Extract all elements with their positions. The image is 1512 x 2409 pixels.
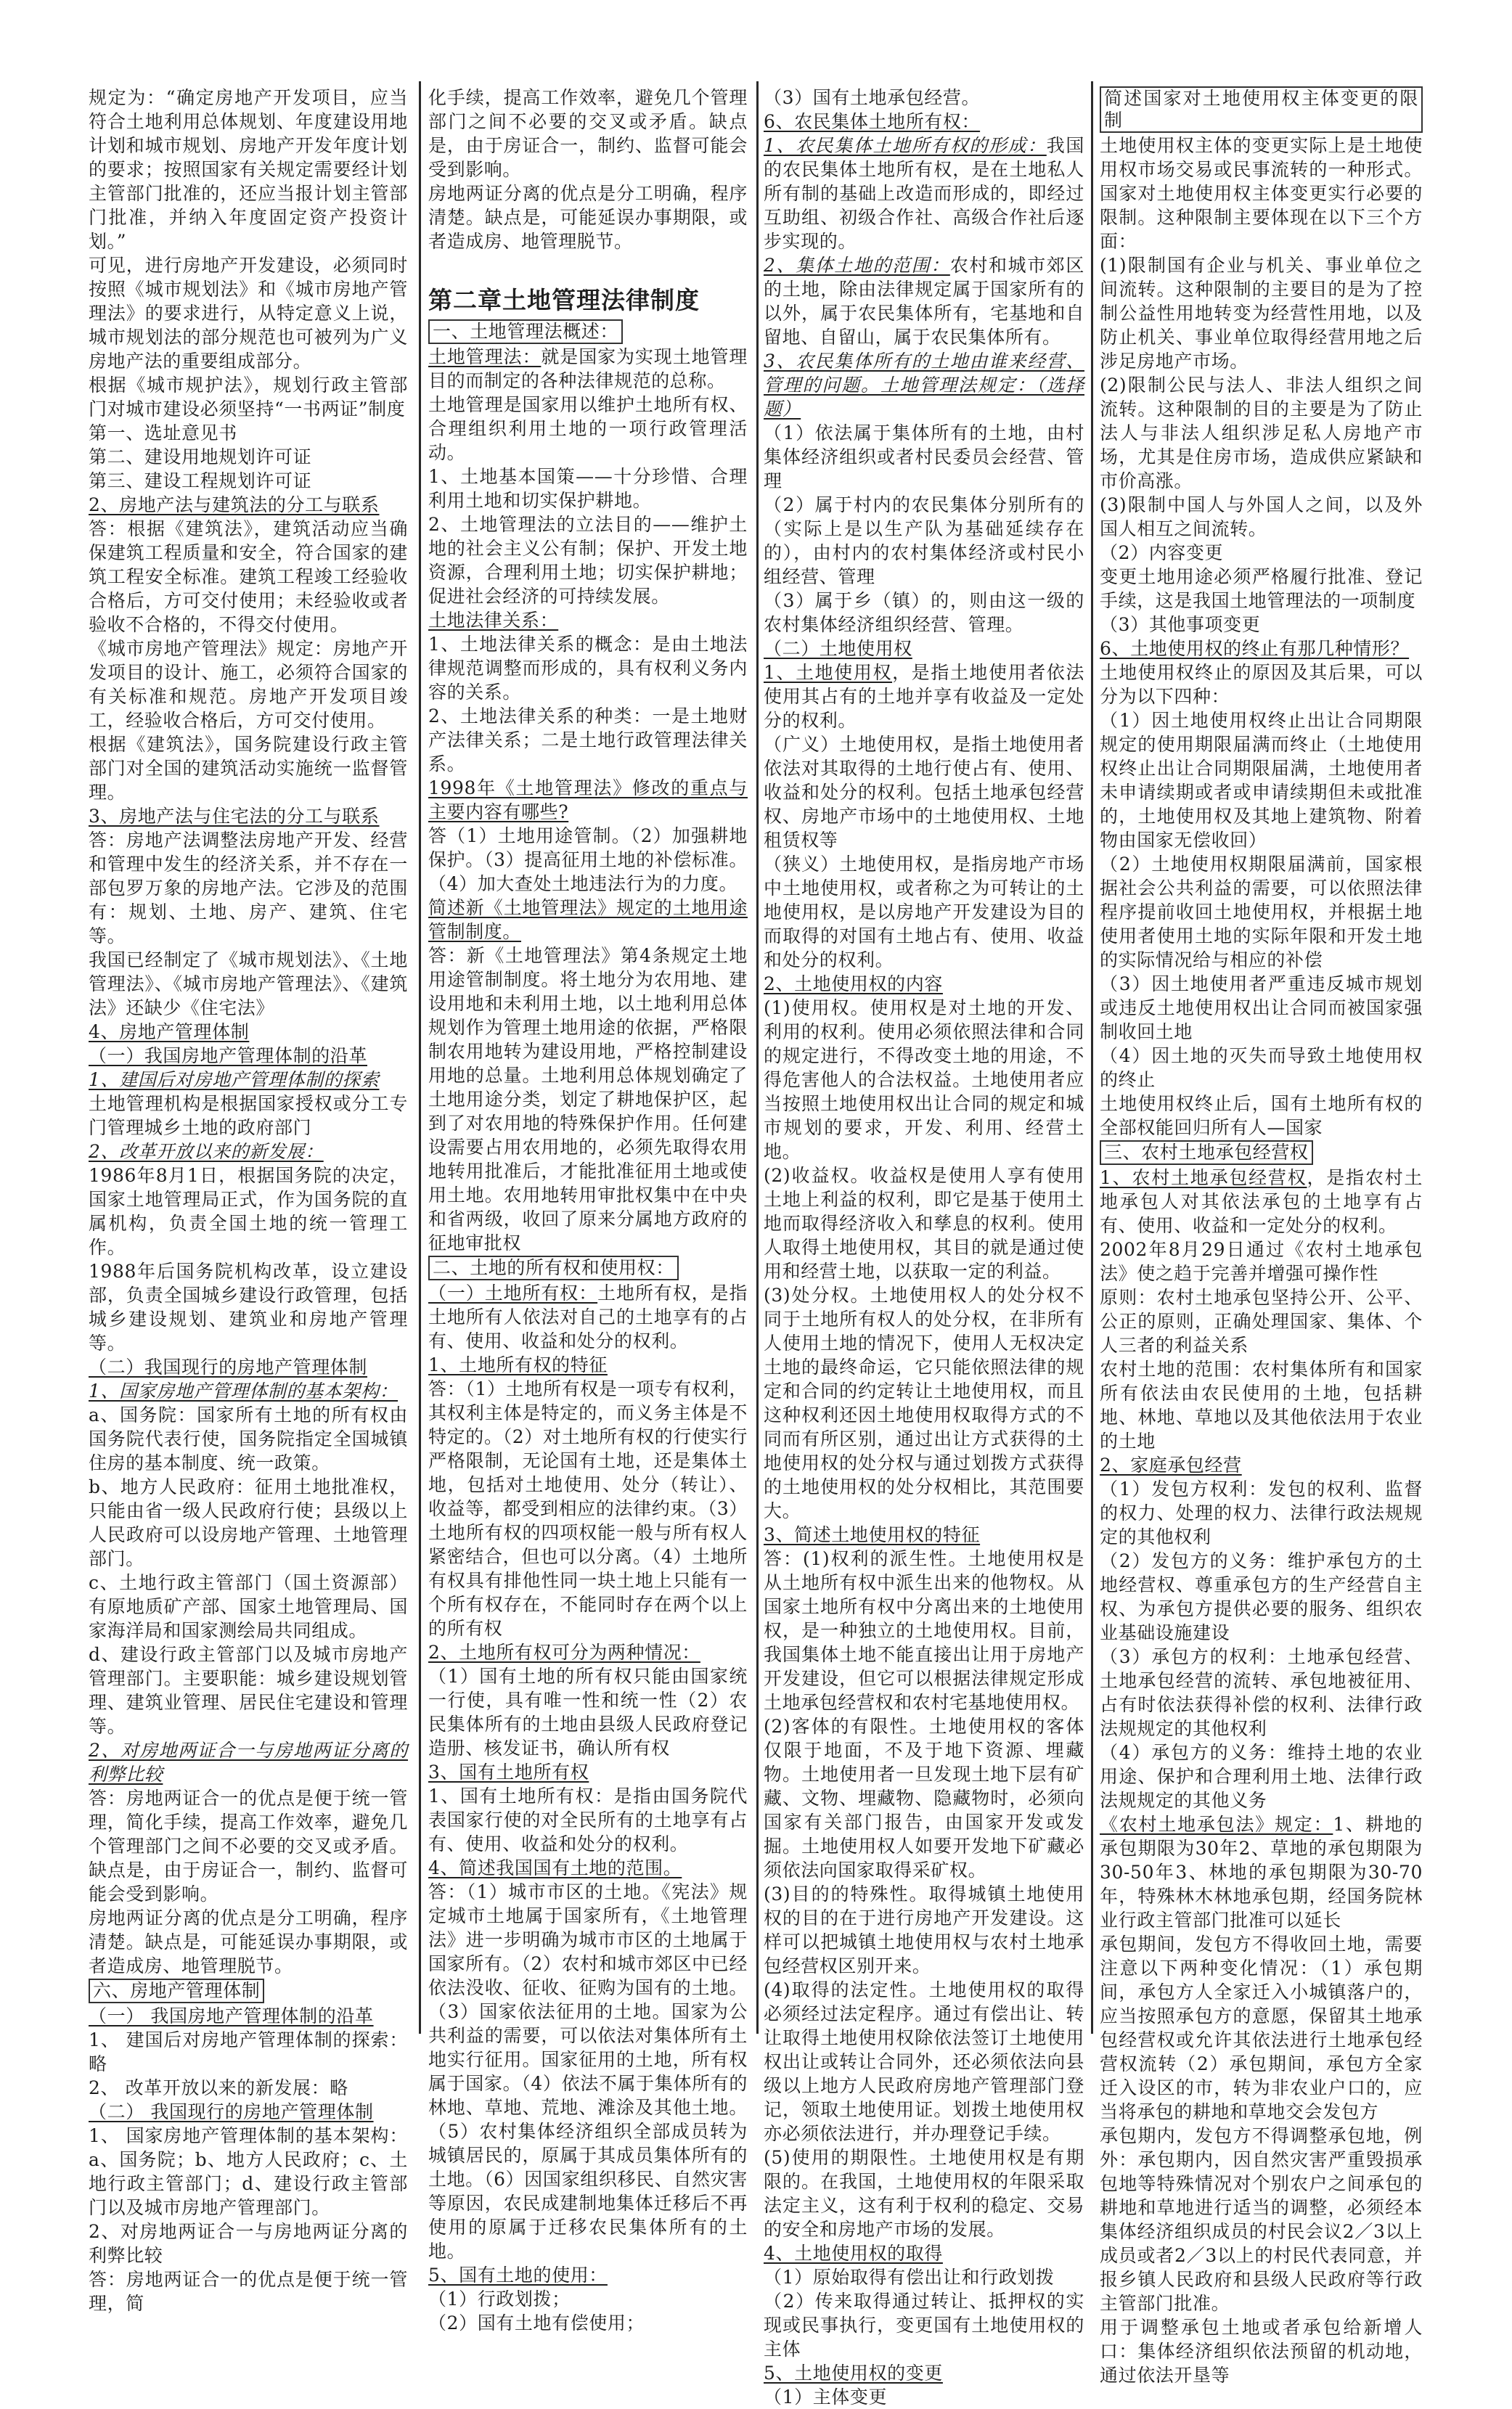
paragraph — [1100, 1285, 1423, 1357]
text: 2、土地所有权可分为两种情况： — [428, 1642, 700, 1663]
text: （3）承包方的权利：土地承包经营、土地承包经营的流转、承包地被征用、占有时依法获得补偿的权利、法律行政法规规定的其他权利 — [1100, 1646, 1423, 1739]
paragraph — [89, 2028, 408, 2076]
text: 三、农村土地承包经营权 — [1100, 1140, 1313, 1165]
section-heading — [764, 110, 1084, 134]
text: 房地两证分离的优点是分工明确，程序清楚。缺点是，可能延误办事期限，或者造成房、地管理脱节。 — [89, 1907, 408, 1976]
paragraph — [764, 852, 1084, 972]
paragraph — [1100, 373, 1423, 493]
paragraph — [428, 1784, 748, 1856]
text: 1、 国家房地产管理体制的基本架构：a、国务院；b、地方人民政府；c、土地行政主管部门；d、建设行政主管部门以及城市房地产管理部门。 — [89, 2125, 408, 2218]
section-heading — [89, 804, 408, 828]
subsection-heading — [89, 1379, 408, 1403]
text: 答：新《土地管理法》第4条规定土地用途管制制度。将土地分为农用地、建设用地和未利用土地，以土地利用总体规划作为管理土地用途的依据，严格限制农用地转为建设用地，严格控制建设用地的总量。土地利用总体规划确定了土地用途分类，划定了耕地保护区，起到了对农用地的特殊保护作用。任何建设需要占用农用地的，必须先取得农用地转用批准后，才能批准征用土地或使用土地。农用地转用审批权集中在中央和省两级，收回了原来分属地方政府的征地审批权 — [428, 945, 748, 1253]
paragraph — [1100, 1044, 1423, 1092]
text: 我国已经制定了《城市规划法》、《土地管理法》、《城市房地产管理法》、《建筑法》还缺少《住宅法》 — [89, 949, 408, 1018]
paragraph — [1100, 2315, 1423, 2387]
text: 土地使用权终止的原因及其后果，可以分为以下四种： — [1100, 662, 1423, 707]
paragraph — [89, 2076, 408, 2100]
text: 化手续，提高工作效率，避免几个管理部门之间不必要的交叉或矛盾。缺点是，由于房证合一，制约、监督可能会受到影响。 — [428, 87, 748, 180]
text: (2)限制公民与法人、非法人组织之间流转。这种限制的目的主要是为了防止法人与非法人组织涉足私人房地产市场，尤其是住房市场，造成供应紧缺和市价高涨。 — [1100, 375, 1423, 491]
boxed-heading — [428, 1255, 748, 1281]
text: （二） 我国现行的房地产管理体制 — [89, 2101, 374, 2122]
text: 2、房地产法与建筑法的分工与联系 — [89, 494, 380, 515]
text: 承包期内，发包方不得调整承包地，例外：承包期内，因自然灾害严重毁损承包地等特殊情况对个别农户之间承包的耕地和草地进行适当的调整，必须经本集体经济组织成员的村民会议2／3以上成员或者2／3以上的村民代表同意，并报乡镇人民政府和县级人民政府等行政主管部门批准。 — [1100, 2125, 1423, 2314]
text: （一）我国房地产管理体制的沿革 — [89, 1045, 368, 1066]
text: (4)取得的法定性。土地使用权的取得必须经过法定程序。通过有偿出让、转让取得土地使用权除依法签订土地使用权出让或转让合同外，还必须依法向县级以上地方人民政府房地产管理部门登记，领取土地使用证。划拨土地使用权亦必须依法进行，并办理登记手续。 — [764, 1979, 1084, 2144]
paragraph — [89, 469, 408, 493]
boxed-heading — [1100, 86, 1423, 134]
paragraph — [428, 704, 748, 776]
text: 《城市房地产管理法》规定：房地产开发项目的设计、施工，必须符合国家的有关标准和规范。房地产开发项目竣工，经验收合格后，方可交付使用。 — [89, 638, 408, 731]
paragraph — [764, 1882, 1084, 1978]
paragraph — [428, 944, 748, 1255]
paragraph — [89, 517, 408, 637]
paragraph — [89, 2267, 408, 2315]
spacer — [428, 253, 748, 268]
section-heading — [764, 972, 1084, 996]
text: 4、房地产管理体制 — [89, 1021, 250, 1042]
chapter-title — [428, 282, 748, 319]
paragraph — [764, 2289, 1084, 2361]
text: （3）因土地使用者严重违反城市规划或违反土地使用权出让合同而被国家强制收回土地 — [1100, 973, 1423, 1042]
term-label: 2、集体土地的范围： — [764, 255, 950, 276]
section-heading — [1100, 637, 1423, 660]
text: 2、改革开放以来的新发展： — [89, 1141, 324, 1162]
section-heading — [428, 2263, 748, 2287]
text: （1）主体变更 — [764, 2386, 888, 2408]
text: （2）传来取得通过转让、抵押权的实现或民事执行，变更国有土地使用权的主体 — [764, 2291, 1084, 2360]
paragraph — [1100, 660, 1423, 708]
text: 根据《建筑法》，国务院建设行政主管部门对全国的建筑活动实施统一监督管理。 — [89, 734, 408, 803]
paragraph — [1100, 1092, 1423, 1140]
paragraph — [428, 632, 748, 704]
text: 六、房地产管理体制 — [89, 1979, 264, 2003]
text: (3)限制中国人与外国人之间，以及外国人相互之间流转。 — [1100, 494, 1423, 539]
boxed-heading — [428, 319, 748, 345]
text: 1、土地基本国策——十分珍惜、合理利用土地和切实保护耕地。 — [428, 466, 748, 511]
paragraph — [1100, 541, 1423, 565]
term-definition — [428, 1281, 748, 1353]
paragraph — [764, 1163, 1084, 1283]
section-heading — [428, 1760, 748, 1784]
term-label: 土地管理法： — [428, 346, 542, 367]
paragraph — [764, 2385, 1084, 2409]
text: 农村土地的范围：农村集体所有和国家所有依法由农民使用的土地，包括耕地、林地、草地以及其他依法用于农业的土地 — [1100, 1359, 1423, 1452]
paragraph — [764, 589, 1084, 637]
paragraph — [89, 373, 408, 421]
text: 用于调整承包土地或者承包给新增人口：集体经济组织依法预留的机动地，通过依法开垦等 — [1100, 2317, 1423, 2386]
text: 4、简述我国国有土地的范围。 — [428, 1857, 682, 1878]
column-divider — [1091, 81, 1093, 2034]
text: (5)使用的期限性。土地使用权是有期限的。在我国，土地使用权的年限采取法定主义，这有利于权利的稳定、交易的安全和房地产市场的发展。 — [764, 2147, 1084, 2240]
paragraph — [1100, 613, 1423, 637]
text: （一） 我国房地产管理体制的沿革 — [89, 2005, 374, 2026]
text: （2）属于村内的农民集体分别所有的（实际上是以生产队为基础延续存在的），由村内的农村集体经济或村民小组经营、管理 — [764, 494, 1084, 587]
text: (1)使用权。使用权是对土地的开发、利用的权利。使用必须依照法律和合同的规定进行，不得改变土地的用途，不得危害他人的合法权益。土地使用者应当按照土地使用权出让合同的规定和城市规划的要求，开发、利用、经营土地。 — [764, 997, 1084, 1162]
subsection-heading — [89, 1068, 408, 1092]
term-label: 1、农民集体土地所有权的形成： — [764, 135, 1047, 156]
term-text: ，是指农村土地承包人对其依法承包的土地享有占有、使用、收益和一定处分的权利。 — [1100, 1167, 1423, 1236]
paragraph — [89, 1475, 408, 1571]
paragraph — [1100, 1477, 1423, 1549]
paragraph — [764, 1283, 1084, 1523]
paragraph — [764, 1978, 1084, 2146]
column-3 — [764, 86, 1084, 2409]
term-label: 《农村土地承包法》规定： — [1100, 1814, 1333, 1835]
paragraph — [89, 637, 408, 732]
text: 2、对房地两证合一与房地两证分离的利弊比较 — [89, 1740, 408, 1785]
text: 答：（1）城市市区的土地。《宪法》规定城市土地属于国家所有，《土地管理法》进一步明确为城市市区的土地属于国家所有。（2）农村和城市郊区中已经依法没收、征收、征购为国有的土地。（3）国家依法征用的土地。国家为公共利益的需要，可以依法对集体所有土地实行征用。国家征用的土地，所有权属于国家。（4）依法不属于集体所有的林地、草地、荒地、滩涂及其他土地。（5）农村集体经济组织全部成员转为城镇居民的，原属于其成员集体所有的土地。（6）因国家组织移民、自然灾害等原因，农民成建制地集体迁移后不再使用的原属于迁移农民集体所有的土地。 — [428, 1881, 748, 2262]
text: 1、土地法律关系的概念：是由土地法律规范调整而形成的，具有权利义务内容的关系。 — [428, 634, 748, 703]
text: 答：房地产法调整法房地产开发、经营和管理中发生的经济关系，并不存在一部包罗万象的房地产法。它涉及的范围有：规划、土地、房产、建筑、住宅等。 — [89, 830, 408, 946]
term-text: 农村和城市郊区的土地，除由法律规定属于国家所有的以外，属于农民集体所有，宅基地和自留地、自留山，属于农民集体所有。 — [764, 255, 1084, 348]
paragraph — [1100, 1741, 1423, 1812]
paragraph — [428, 824, 748, 896]
text: d、建设行政主管部门以及城市房地产管理部门。主要职能：城乡建设规划管理、建筑业管理、居民住宅建设和管理等。 — [89, 1644, 408, 1737]
section-heading — [764, 2361, 1084, 2385]
text: b、地方人民政府：征用土地批准权，只能由省一级人民政府行使；县级以上人民政府可以设房地产管理、土地管理部门。 — [89, 1476, 408, 1569]
text: 4、土地使用权的取得 — [764, 2243, 943, 2264]
term-text: ，是指土地使用者依法使用其占有的土地并享有收益及一定处分的权利。 — [764, 662, 1084, 731]
paragraph — [764, 996, 1084, 1163]
text: （2）土地使用权期限届满前，国家根据社会公共利益的需要，可以依照法律程序提前收回土地使用权，并根据土地使用者使用土地的实际年限和开发土地的实际情况给与相应的补偿 — [1100, 854, 1423, 970]
text: 1986年8月1日，根据国务院的决定，国家土地管理局正式，作为国务院的直属机构，负责全国土地的统一管理工作。 — [89, 1165, 408, 1258]
text: 简述新《土地管理法》规定的土地用途管制制度。 — [428, 897, 748, 942]
text: （1）行政划拨； — [428, 2289, 571, 2310]
paragraph — [764, 1547, 1084, 1714]
text: （3）其他事项变更 — [1100, 614, 1261, 635]
term-definition — [764, 134, 1084, 253]
section-heading — [428, 1640, 748, 1664]
column-divider — [419, 81, 421, 2034]
text: 土地管理机构是根据国家授权或分工专门管理城乡土地的政府部门 — [89, 1093, 408, 1138]
text: 二、土地的所有权和使用权： — [428, 1256, 679, 1280]
paragraph — [1100, 1549, 1423, 1645]
paragraph — [1100, 1357, 1423, 1453]
paragraph — [89, 828, 408, 948]
text: 3、房地产法与住宅法的分工与联系 — [89, 806, 380, 827]
text: 6、土地使用权的终止有那几种情形？ — [1100, 638, 1410, 659]
text: 3、农民集体所有的土地由谁来经营、管理的问题。土地管理法规定：（选择题） — [764, 351, 1084, 420]
paragraph — [89, 86, 408, 253]
paragraph — [1100, 708, 1423, 852]
text: 1988年后国务院机构改革，设立建设部，负责全国城乡建设行政管理，包括城乡建设规划、建筑业和房地产管理等。 — [89, 1261, 408, 1354]
text: 第三、建设工程规划许可证 — [89, 470, 312, 491]
term-definition — [1100, 1812, 1423, 1932]
paragraph — [1100, 493, 1423, 541]
text: 2、土地使用权的内容 — [764, 973, 943, 994]
text: 1、国家房地产管理体制的基本架构： — [89, 1381, 399, 1402]
text: （4）因土地的灭失而导致土地使用权的终止 — [1100, 1045, 1423, 1090]
paragraph — [428, 1377, 748, 1640]
text: 5、土地使用权的变更 — [764, 2363, 943, 2384]
column-2 — [428, 86, 748, 2335]
boxed-heading — [1100, 1140, 1423, 1166]
section-heading — [89, 2100, 408, 2124]
subsection-heading — [764, 349, 1084, 421]
paragraph — [1100, 972, 1423, 1044]
text: 答：(1)权利的派生性。土地使用权是从土地所有权中派生出来的他物权。从国家土地所有权中分离出来的土地使用权，是一种独立的土地使用权。目前，我国集体土地不能直接出让用于房地产开发建设，但它可以根据法律规定形成土地承包经营权和农村宅基地使用权。 — [764, 1548, 1084, 1713]
text: 2、家庭承包经营 — [1100, 1455, 1242, 1476]
text: 根据《城市规护法》，规划行政主管部门对城市建设必须坚持“一书两证”制度 — [89, 375, 408, 420]
paragraph — [764, 2146, 1084, 2241]
term-text: 我国的农民集体土地所有权，是在土地私人所有制的基础上改造而形成的，即经过互助组、初级合作社、高级合作社后逐步实现的。 — [764, 135, 1084, 252]
text: 2、对房地两证合一与房地两证分离的利弊比较 — [89, 2221, 408, 2266]
text: 1、建国后对房地产管理体制的探索 — [89, 1069, 380, 1090]
term-label: （一）土地所有权： — [428, 1283, 598, 1304]
paragraph — [428, 181, 748, 253]
section-heading — [428, 896, 748, 944]
text: a、国务院：国家所有土地的所有权由国务院代表行使，国务院指定全国城镇住房的基本制度、统一政策。 — [89, 1404, 408, 1473]
text: (2)客体的有限性。土地使用权的客体仅限于地面，不及于地下资源、埋藏物。土地使用者一旦发现土地下层有矿藏、文物、埋藏物、隐藏物时，必须向国家有关部门报告，由国家开发或发掘。土地使用权人如要开发地下矿藏必须依法向国家取得采矿权。 — [764, 1716, 1084, 1881]
section-heading — [428, 608, 748, 632]
paragraph — [428, 2287, 748, 2311]
text: （1）国有土地的所有权只能由国家统一行使，具有唯一性和统一性（2）农民集体所有的土地由县级人民政府登记造册、核发证书，确认所有权 — [428, 1666, 748, 1759]
text: 第二、建设用地规划许可证 — [89, 446, 312, 467]
term-definition — [764, 253, 1084, 349]
text: 答：房地两证合一的优点是便于统一管理，简 — [89, 2269, 408, 2314]
paragraph — [1100, 1238, 1423, 1285]
subsection-heading — [89, 1140, 408, 1163]
text: (3)目的的特殊性。取得城镇土地使用权的目的在于进行房地产开发建设。这样可以把城镇土地使用权与农村土地承包经营权区别开来。 — [764, 1884, 1084, 1976]
term-definition — [764, 660, 1084, 732]
paragraph — [764, 732, 1084, 852]
section-heading — [428, 1856, 748, 1880]
paragraph — [89, 948, 408, 1020]
text: 第一、选址意见书 — [89, 422, 237, 443]
text: 土地使用权主体的变更实际上是土地使用权市场交易或民事流转的一种形式。国家对土地使用权主体变更实行必要的限制。这种限制主要体现在以下三个方面： — [1100, 135, 1423, 252]
section-heading — [1100, 1453, 1423, 1477]
paragraph — [89, 445, 408, 469]
text: （2）国有土地有偿使用； — [428, 2312, 645, 2334]
paragraph — [89, 1786, 408, 1906]
section-heading — [89, 1355, 408, 1379]
text: 第二章土地管理法律制度 — [428, 286, 700, 314]
text: （2）内容变更 — [1100, 542, 1224, 563]
text: 房地两证分离的优点是分工明确，程序清楚。缺点是，可能延误办事期限，或者造成房、地管理脱节。 — [428, 183, 748, 252]
paragraph — [1100, 852, 1423, 972]
text: 6、农民集体土地所有权： — [764, 111, 981, 132]
term-label: 1、土地使用权 — [764, 662, 893, 683]
section-heading — [428, 776, 748, 824]
text: c、土地行政主管部门（国土资源部）有原地质矿产部、国家土地管理局、国家海洋局和国家测绘局共同组成。 — [89, 1572, 408, 1641]
text: 2、土地管理法的立法目的——维护土地的社会主义公有制；保护、开发土地资源，合理利用土地；切实保护耕地；促进社会经济的可持续发展。 — [428, 514, 748, 607]
text: (2)收益权。收益权是使用人享有使用土地上利益的权利，即它是基于使用土地而取得经济收入和孳息的权利。使用人取得土地使用权，其目的就是通过使用和经营土地，以获取一定的利益。 — [764, 1165, 1084, 1282]
text: （3）属于乡（镇）的，则由这一级的农村集体经济组织经营、管理。 — [764, 590, 1084, 635]
paragraph — [428, 1880, 748, 2263]
text: 3、国有土地所有权 — [428, 1762, 589, 1783]
section-heading — [764, 637, 1084, 660]
text: 1、国有土地所有权：是指由国务院代表国家行使的对全民所有的土地享有占有、使用、收益和处分的权利。 — [428, 1786, 748, 1854]
text: 3、简述土地使用权的特征 — [764, 1524, 981, 1545]
term-label: 1、农村土地承包经营权 — [1100, 1167, 1307, 1188]
text: 答（1）土地用途管制。（2）加强耕地保护。（3）提高征用土地的补偿标准。（4）加大查处土地违法行为的力度。 — [428, 825, 748, 894]
section-heading — [89, 1044, 408, 1068]
paragraph — [1100, 134, 1423, 253]
text: （1）发包方权利：发包的权利、监督的权力、处理的权力、法律行政法规规定的其他权利 — [1100, 1478, 1423, 1547]
boxed-heading — [89, 1978, 408, 2004]
text: （3）国有土地承包经营。 — [764, 87, 981, 108]
paragraph — [428, 465, 748, 512]
paragraph — [89, 1092, 408, 1140]
paragraph — [428, 1664, 748, 1760]
term-definition — [428, 345, 748, 393]
text: （1）依法属于集体所有的土地，由村集体经济组织或者村民委员会经营、管理 — [764, 422, 1084, 491]
subsection-heading — [89, 1738, 408, 1786]
paragraph — [89, 421, 408, 445]
text: 2、 改革开放以来的新发展：略 — [89, 2077, 348, 2098]
paragraph — [428, 512, 748, 608]
text: 1、 建国后对房地产管理体制的探索：略 — [89, 2029, 408, 2074]
term-definition — [1100, 1166, 1423, 1238]
text: 土地管理是国家用以维护土地所有权、合理组织利用土地的一项行政管理活动。 — [428, 394, 748, 463]
section-heading — [764, 2241, 1084, 2265]
text: （4）承包方的义务：维持土地的农业用途、保护和合理利用土地、法律行政法规规定的其他义务 — [1100, 1742, 1423, 1811]
text: 2002年8月29日通过《农村土地承包法》使之趋于完善并增强可操作性 — [1100, 1239, 1423, 1284]
paragraph — [89, 1403, 408, 1475]
term-text: 1、耕地的承包期限为30年2、草地的承包期限为30-50年3、林地的承包期限为30-70年，特殊林木林地承包期，经国务院林业行政主管部门批准可以延长 — [1100, 1814, 1423, 1931]
text: 土地使用权终止后，国有土地所有权的全部权能回归所有人—国家 — [1100, 1093, 1423, 1138]
paragraph — [89, 1643, 408, 1738]
text: （2）发包方的义务：维护承包方的土地经营权、尊重承包方的生产经营自主权、为承包方提供必要的服务、组织农业基础设施建设 — [1100, 1550, 1423, 1643]
column-4 — [1100, 86, 1423, 2387]
section-heading — [89, 493, 408, 517]
text: （1）原始取得有偿出让和行政划拨 — [764, 2267, 1055, 2288]
text: （二）土地使用权 — [764, 638, 912, 659]
paragraph — [1100, 1645, 1423, 1741]
text: 一、土地管理法概述： — [428, 319, 623, 344]
paragraph — [764, 493, 1084, 589]
paragraph — [1100, 2124, 1423, 2315]
section-heading — [764, 1523, 1084, 1547]
text: （狭义）土地使用权，是指房地产市场中土地使用权，或者称之为可转让的土地使用权，是以房地产开发建设为目的而取得的对国有土地占有、使用、收益和处分的权利。 — [764, 854, 1084, 970]
column-divider — [756, 81, 759, 2034]
paragraph — [89, 253, 408, 373]
text: 变更土地用途必须严格履行批准、登记手续，这是我国土地管理法的一项制度 — [1100, 566, 1423, 611]
text: 1、土地所有权的特征 — [428, 1354, 608, 1375]
text: （广义）土地使用权，是指土地使用者依法对其取得的土地行使占有、使用、收益和处分的权利。包括土地承包经营权、房地产市场中的土地使用权、土地租赁权等 — [764, 734, 1084, 851]
text: 可见，进行房地产开发建设，必须同时按照《城市规划法》和《城市房地产管理法》的要求进行，从特定意义上说，城市规划法的部分规范也可被列为广义房地产法的重要组成部分。 — [89, 255, 408, 372]
paragraph — [764, 421, 1084, 493]
section-heading — [428, 1353, 748, 1377]
text: 答：房地两证合一的优点是便于统一管理，简化手续，提高工作效率，避免几个管理部门之间不必要的交叉或矛盾。缺点是，由于房证合一，制约、监督可能会受到影响。 — [89, 1788, 408, 1905]
paragraph — [428, 2311, 748, 2335]
paragraph — [1100, 565, 1423, 613]
term-text: 就是国家为实现土地管理目的而制定的各种法律规范的总称。 — [428, 346, 748, 391]
text: 1998年《土地管理法》修改的重点与主要内容有哪些? — [428, 777, 748, 822]
paragraph — [89, 2124, 408, 2220]
paragraph — [428, 86, 748, 181]
paragraph — [764, 1714, 1084, 1882]
paragraph — [1100, 253, 1423, 373]
paragraph — [89, 1259, 408, 1355]
text: 简述国家对土地使用权主体变更的限制 — [1100, 86, 1423, 133]
text: （1）因土地使用权终止出让合同期限规定的使用期限届满而终止（土地使用权终止出让合同期限届满，土地使用者未申请续期或者或申请续期但未或批准的，土地使用权及其地上建筑物、附着物由国家无偿收回） — [1100, 710, 1423, 851]
text: 2、土地法律关系的种类：一是土地财产法律关系；二是土地行政管理法律关系。 — [428, 705, 748, 774]
text: 5、国有土地的使用： — [428, 2265, 608, 2286]
text: 规定为：“确定房地产开发项目，应当符合土地利用总体规划、年度建设用地计划和城市规划、房地产开发年度计划的要求；按照国家有关规定需要经计划主管部门批准的，还应当报计划主管部门批准，并纳入年度固定资产投资计划。” — [89, 87, 408, 252]
paragraph — [764, 86, 1084, 110]
text: (3)处分权。土地使用权人的处分权不同于土地所有权人的处分权，在非所有人使用土地的情况下，使用人无权决定土地的最终命运，它只能依照法律的规定和合同的约定转让土地使用权，而且这种权利还因土地使用权取得方式的不同而有所区别，通过出让方式获得的土地使用权的处分权与通过划拨方式获得的土地使用权的处分权相比，其范围要大。 — [764, 1285, 1084, 1521]
section-heading — [89, 1020, 408, 1044]
paragraph — [428, 393, 748, 465]
paragraph — [1100, 1932, 1423, 2124]
paragraph — [89, 732, 408, 804]
section-heading — [89, 2004, 408, 2028]
column-1 — [89, 86, 408, 2315]
text: (1)限制国有企业与机关、事业单位之间流转。这种限制的主要目的是为了控制公益性用地转变为经营性用地，以及防止机关、事业单位取得经营用地之后涉足房地产市场。 — [1100, 255, 1423, 372]
text: （二）我国现行的房地产管理体制 — [89, 1357, 368, 1378]
paragraph — [89, 2220, 408, 2267]
paragraph — [89, 1571, 408, 1643]
term-text: 土地所有权，是指土地所有人依法对自己的土地享有的占有、使用、收益和处分的权利。 — [428, 1283, 748, 1351]
text: 原则：农村土地承包坚持公开、公平、公正的原则，正确处理国家、集体、个人三者的利益关系 — [1100, 1287, 1423, 1356]
text: 土地法律关系： — [428, 610, 559, 631]
text: 承包期间，发包方不得收回土地，需要注意以下两种变化情况：（1）承包期间，承包方人全家迁入小城镇落户的，应当按照承包方的意愿，保留其土地承包经营权或允许其依法进行土地承包经营权流转（2）承包期间，承包方全家迁入设区的市，转为非农业户口的，应当将承包的耕地和草地交会发包方 — [1100, 1934, 1423, 2122]
paragraph — [89, 1906, 408, 1978]
text: 答：根据《建筑法》，建筑活动应当确保建筑工程质量和安全，符合国家的建筑工程安全标准。建筑工程竣工经验收合格后，方可交付使用；未经验收或者验收不合格的，不得交付使用。 — [89, 518, 408, 635]
paragraph — [89, 1163, 408, 1259]
text: 答：（1）土地所有权是一项专有权利，其权利主体是特定的，而义务主体是不特定的。（2）对土地所有权的行使实行严格限制，无论国有土地，还是集体土地，包括对土地使用、处分（转让）、收益等，都受到相应的法律约束。（3）土地所有权的四项权能一般与所有权人紧密结合，但也可以分离。（4）土地所有权具有排他性同一块土地上只能有一个所有权存在，不能同时存在两个以上的所有权 — [428, 1378, 748, 1639]
paragraph — [764, 2265, 1084, 2289]
